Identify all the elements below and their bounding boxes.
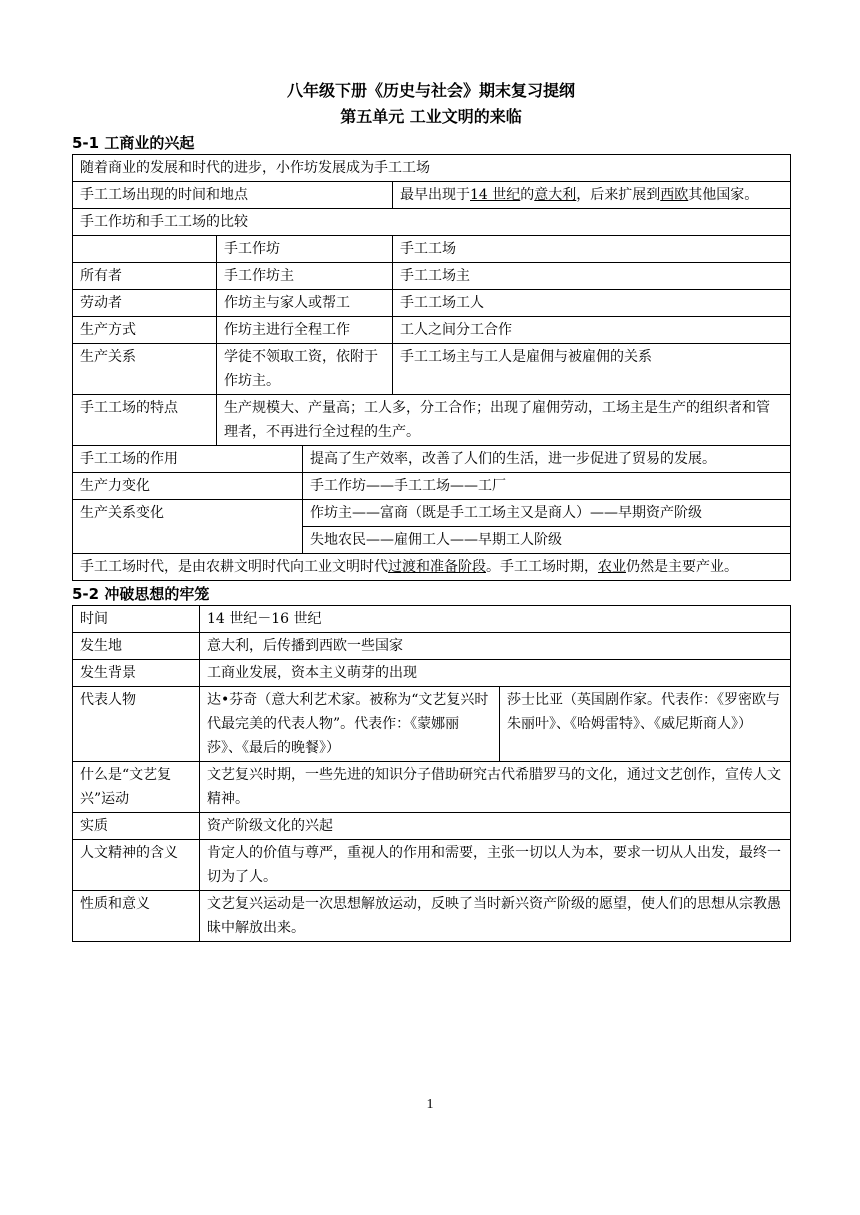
manufactory-cell: 手工工场主: [393, 263, 791, 290]
table-row: [73, 813, 791, 840]
compare-head-workshop: 手工作坊: [217, 236, 393, 263]
table-row: [73, 209, 791, 236]
manufactory-cell: 工人之间分工合作: [393, 317, 791, 344]
relations-value-2: 失地农民——雇佣工人——早期工人阶级: [303, 527, 791, 554]
workshop-cell: 作坊主进行全程工作: [217, 317, 393, 344]
manufactory-cell: 手工工场工人: [393, 290, 791, 317]
row-label: 劳动者: [73, 290, 217, 317]
table-row: [73, 500, 791, 527]
section-heading-5-1: 5-1 工商业的兴起: [72, 134, 195, 152]
summary-cell: 手工工场时代，是由农耕文明时代向工业文明时代过渡和准备阶段。手工工场时期，农业仍然是主要产业。: [73, 554, 791, 581]
table-row: [73, 762, 791, 813]
relations-label: 生产关系变化: [73, 500, 303, 554]
page-number: 1: [426, 1097, 434, 1112]
document-page: [72, 78, 790, 942]
blank-cell: [73, 236, 217, 263]
row-value: 文艺复兴运动是一次思想解放运动，反映了当时新兴资产阶级的愿望，使人们的思想从宗教愚昧中解放出来。: [200, 891, 791, 942]
row-label: 发生地: [73, 633, 200, 660]
compare-title: 手工作坊和手工工场的比较: [73, 209, 791, 236]
table-5-1: [72, 154, 791, 581]
effect-value: 提高了生产效率，改善了人们的生活，进一步促进了贸易的发展。: [303, 446, 791, 473]
workshop-cell: 手工作坊主: [217, 263, 393, 290]
productivity-label: 生产力变化: [73, 473, 303, 500]
document-title: 八年级下册《历史与社会》期末复习提纲: [286, 81, 575, 100]
figure-shakespeare: 莎士比亚（英国剧作家。代表作：《罗密欧与朱丽叶》、《哈姆雷特》、《威尼斯商人》）: [500, 687, 791, 762]
table-row: [73, 395, 791, 446]
table-row: [73, 317, 791, 344]
when-where-value: 最早出现于14 世纪的意大利，后来扩展到西欧其他国家。: [393, 182, 791, 209]
table-row: [73, 554, 791, 581]
row-value: 14 世纪－16 世纪: [200, 606, 791, 633]
table-row: [73, 446, 791, 473]
row-label: 生产关系: [73, 344, 217, 395]
relations-value-1: 作坊主——富商（既是手工工场主又是商人）——早期资产阶级: [303, 500, 791, 527]
row-value: 工商业发展，资本主义萌芽的出现: [200, 660, 791, 687]
productivity-value: 手工作坊——手工工场——工厂: [303, 473, 791, 500]
table-row: [73, 473, 791, 500]
compare-head-manufactory: 手工工场: [393, 236, 791, 263]
row-label: 什么是“文艺复兴”运动: [73, 762, 200, 813]
table-row: [73, 687, 791, 762]
manufactory-cell: 手工工场主与工人是雇佣与被雇佣的关系: [393, 344, 791, 395]
table-row: [73, 182, 791, 209]
table-5-2: [72, 605, 791, 942]
row-label: 发生背景: [73, 660, 200, 687]
table-row: [73, 606, 791, 633]
row-value: 文艺复兴时期，一些先进的知识分子借助研究古代希腊罗马的文化，通过文艺创作，宣传人文精神。: [200, 762, 791, 813]
features-value: 生产规模大、产量高；工人多，分工合作；出现了雇佣劳动，工场主是生产的组织者和管理者，不再进行全过程的生产。: [217, 395, 791, 446]
row-value: 意大利，后传播到西欧一些国家: [200, 633, 791, 660]
effect-label: 手工工场的作用: [73, 446, 303, 473]
table-row: [73, 840, 791, 891]
table-row: [73, 891, 791, 942]
row-label: 性质和意义: [73, 891, 200, 942]
table-row: [73, 290, 791, 317]
table-row: [73, 263, 791, 290]
table-row: [73, 155, 791, 182]
unit-title: 第五单元 工业文明的来临: [340, 107, 522, 126]
row-label: 时间: [73, 606, 200, 633]
features-label: 手工工场的特点: [73, 395, 217, 446]
workshop-cell: 作坊主与家人或帮工: [217, 290, 393, 317]
workshop-cell: 学徒不领取工资，依附于作坊主。: [217, 344, 393, 395]
table-row: [73, 633, 791, 660]
intro-cell: 随着商业的发展和时代的进步，小作坊发展成为手工工场: [73, 155, 791, 182]
table-row: [73, 344, 791, 395]
row-label: 人文精神的含义: [73, 840, 200, 891]
figures-label: 代表人物: [73, 687, 200, 762]
row-label: 生产方式: [73, 317, 217, 344]
figure-davinci: 达•芬奇（意大利艺术家。被称为“文艺复兴时代最完美的代表人物”。代表作：《蒙娜丽莎》、《最后的晚餐》）: [200, 687, 500, 762]
when-where-label: 手工工场出现的时间和地点: [73, 182, 393, 209]
row-label: 实质: [73, 813, 200, 840]
row-value: 资产阶级文化的兴起: [200, 813, 791, 840]
row-value: 肯定人的价值与尊严，重视人的作用和需要，主张一切以人为本，要求一切从人出发，最终一切为了人。: [200, 840, 791, 891]
table-row: [73, 660, 791, 687]
table-row: [73, 236, 791, 263]
section-heading-5-2: 5-2 冲破思想的牢笼: [72, 585, 210, 603]
row-label: 所有者: [73, 263, 217, 290]
